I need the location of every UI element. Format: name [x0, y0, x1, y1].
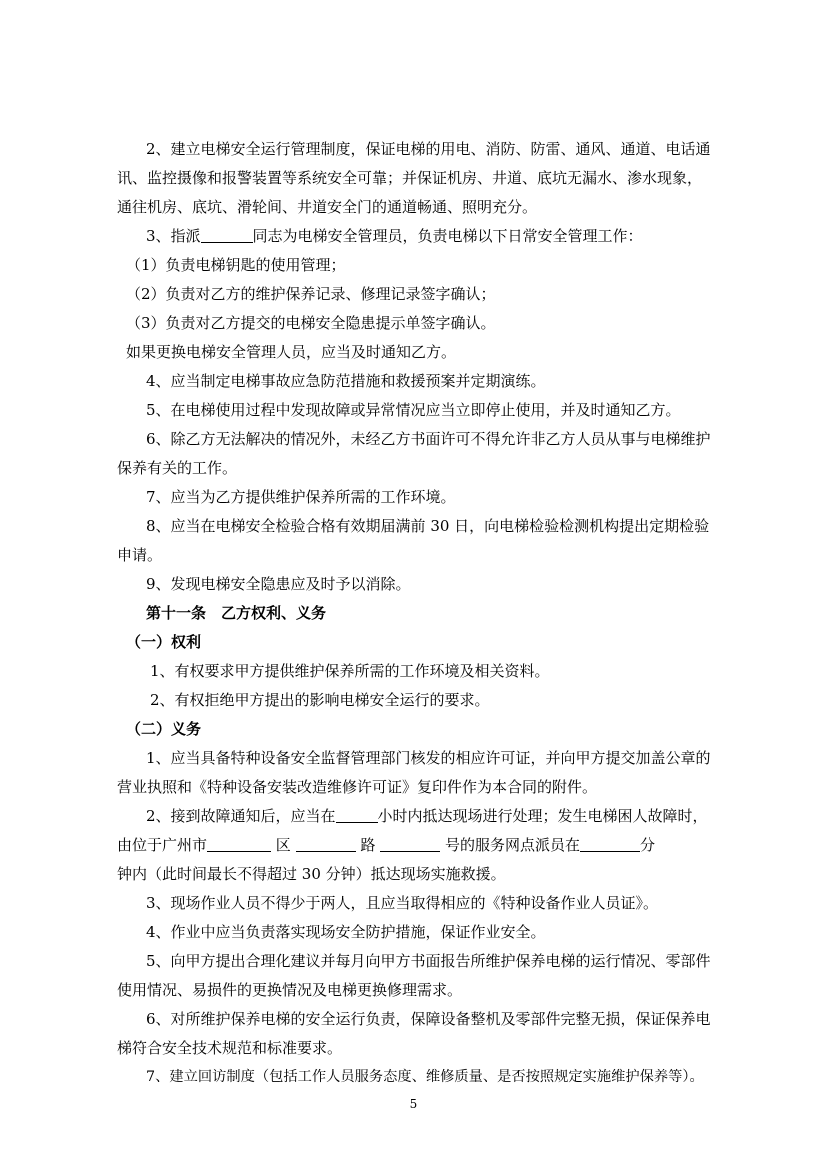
text-line: 2、建立电梯安全运行管理制度，保证电梯的用电、消防、防雷、通风、通道、电话通 [146, 140, 711, 158]
text-line: 8、应当在电梯安全检验合格有效期届满前 30 日，向电梯检验检测机构提出定期检验 [146, 517, 710, 535]
text-segment: 由位于广州市 [117, 836, 208, 854]
text-segment: 3、指派 [146, 227, 201, 245]
text-line [146, 806, 708, 826]
text-line: 2、有权拒绝甲方提出的影响电梯安全运行的要求。 [150, 691, 490, 709]
text-segment: 同志为电梯安全管理员，负责电梯以下日常安全管理工作： [252, 227, 643, 245]
text-line: 4、应当制定电梯事故应急防范措施和救援预案并定期演练。 [146, 372, 546, 390]
text-segment: 号的服务网点派员在 [444, 836, 580, 854]
text-line: 通往机房、底坑、滑轮间、井道安全门的通道畅通、照明充分。 [117, 198, 538, 216]
text-line: （1）负责电梯钥匙的使用管理； [126, 256, 346, 274]
text-segment: 2、接到故障通知后，应当在 [146, 807, 336, 825]
blank-field [207, 836, 271, 852]
text-line: 钟内（此时间最长不得超过 30 分钟）抵达现场实施救援。 [117, 865, 506, 883]
subsection-heading: （一）权利 [126, 633, 202, 651]
text-line: 1、应当具备特种设备安全监督管理部门核发的相应许可证，并向甲方提交加盖公章的 [146, 749, 711, 767]
text-line: 讯、监控摄像和报警装置等系统安全可靠；并保证机房、井道、底坑无漏水、渗水现象， [117, 169, 703, 187]
text-line: 5、在电梯使用过程中发现故障或异常情况应当立即停止使用，并及时通知乙方。 [146, 401, 681, 419]
blank-field [201, 227, 253, 243]
section-heading: 第十一条 乙方权利、义务 [146, 604, 327, 622]
text-line: 4、作业中应当负责落实现场安全防护措施，保证作业安全。 [146, 923, 546, 941]
subsection-heading: （二）义务 [126, 720, 202, 738]
blank-field [336, 807, 378, 823]
text-line: （2）负责对乙方的维护保养记录、修理记录签字确认； [126, 285, 496, 303]
text-line: 使用情况、易损件的更换情况及电梯更换修理需求。 [117, 981, 463, 999]
text-line: 5、向甲方提出合理化建议并每月向甲方书面报告所维护保养电梯的运行情况、零部件 [146, 952, 711, 970]
text-line: 6、除乙方无法解决的情况外，未经乙方书面许可不得允许非乙方人员从事与电梯维护 [146, 430, 711, 448]
text-segment: 路 [360, 836, 376, 854]
blank-field [380, 836, 440, 852]
text-line: 3、现场作业人员不得少于两人，且应当取得相应的《特种设备作业人员证》。 [146, 894, 659, 912]
text-line: （3）负责对乙方提交的电梯安全隐患提示单签字确认。 [126, 314, 496, 332]
text-segment: 分 [639, 836, 655, 854]
text-line [117, 835, 655, 855]
text-line: 梯符合安全技术规范和标准要求。 [117, 1039, 343, 1057]
text-line: 7、建立回访制度（包括工作人员服务态度、维修质量、是否按照规定实施维护保养等）。 [146, 1069, 704, 1085]
text-line: 营业执照和《特种设备安装改造维修许可证》复印件作为本合同的附件。 [117, 778, 598, 796]
text-line: 保养有关的工作。 [117, 459, 238, 477]
text-line: 1、有权要求甲方提供维护保养所需的工作环境及相关资料。 [150, 662, 550, 680]
page-number: 5 [409, 1097, 418, 1111]
text-line: 7、应当为乙方提供维护保养所需的工作环境。 [146, 488, 456, 506]
text-line: 9、发现电梯安全隐患应及时予以消除。 [146, 575, 411, 593]
text-line [146, 226, 643, 246]
blank-field [580, 836, 640, 852]
text-segment: 区 [275, 836, 291, 854]
text-segment: 小时内抵达现场进行处理；发生电梯困人故障时， [377, 807, 708, 825]
text-line: 6、对所维护保养电梯的安全运行负责，保障设备整机及零部件完整无损，保证保养电 [146, 1010, 711, 1028]
blank-field [296, 836, 356, 852]
text-line: 如果更换电梯安全管理人员，应当及时通知乙方。 [126, 343, 457, 361]
text-line: 申请。 [117, 546, 163, 564]
